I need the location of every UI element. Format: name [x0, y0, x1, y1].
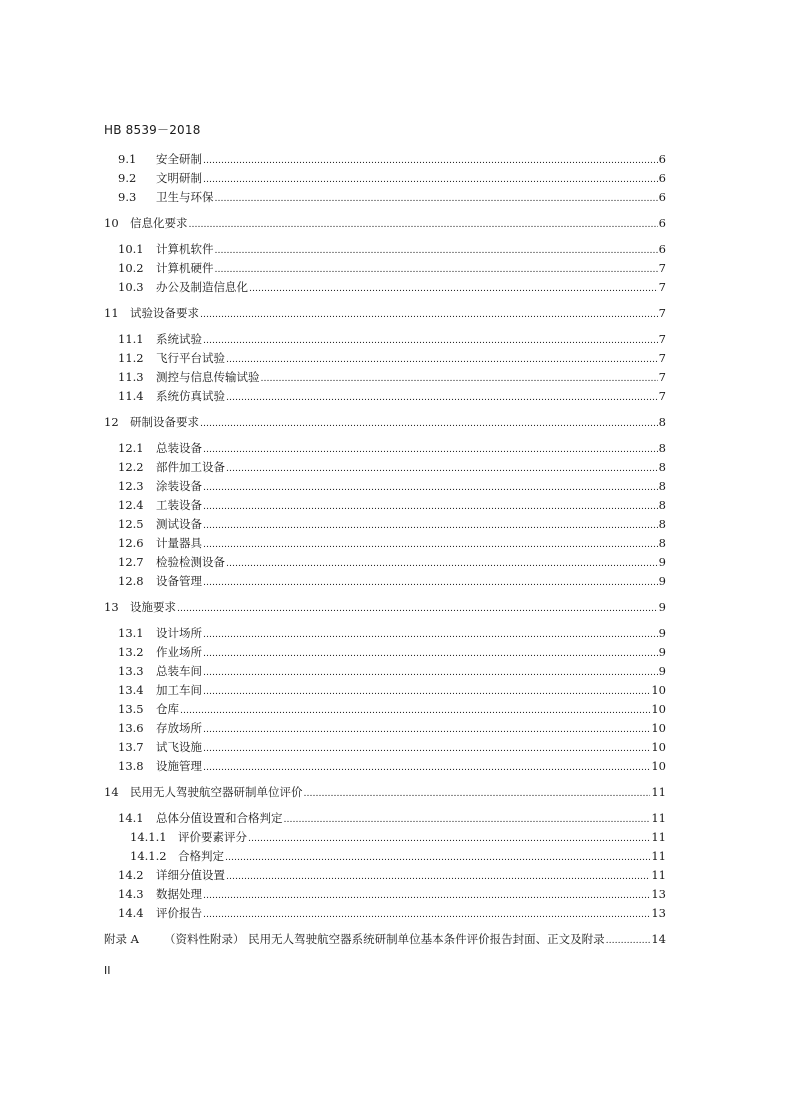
toc-leader-dots	[249, 282, 658, 296]
toc-entry-title: 设施管理	[156, 759, 202, 773]
toc-entry-page: 7	[658, 389, 666, 403]
toc-entry-title: 设备管理	[156, 574, 202, 588]
toc-entry[interactable]	[118, 460, 666, 476]
toc-entry-number: 14.3	[118, 887, 144, 901]
toc-entry[interactable]	[118, 190, 666, 206]
toc-entry-number: 9.2	[118, 171, 137, 185]
toc-entry-page: 13	[651, 906, 666, 920]
toc-entry-number: 13.8	[118, 759, 144, 773]
toc-entry-title: 总装车间	[156, 664, 202, 678]
toc-entry[interactable]	[104, 216, 666, 232]
toc-entry-page: 8	[658, 441, 666, 455]
toc-entry-title: 总体分值设置和合格判定	[156, 811, 283, 825]
toc-entry[interactable]	[118, 811, 666, 827]
toc-leader-dots	[203, 443, 658, 457]
toc-entry-title: 作业场所	[156, 645, 202, 659]
toc-leader-dots	[203, 628, 658, 642]
toc-entry-number: 10.2	[118, 261, 144, 275]
toc-entry-number: 12	[104, 415, 119, 429]
toc-leader-dots	[248, 832, 650, 846]
toc-entry-number: 10.1	[118, 242, 144, 256]
toc-entry[interactable]	[118, 280, 666, 296]
toc-entry-page: 11	[651, 868, 666, 882]
toc-entry[interactable]	[118, 536, 666, 552]
toc-entry-page: 11	[651, 830, 666, 844]
toc-leader-dots	[203, 723, 650, 737]
toc-leader-dots	[215, 244, 658, 258]
toc-entry-page: 6	[658, 216, 666, 230]
toc-leader-dots	[200, 308, 658, 322]
toc-entry-number: 14.4	[118, 906, 144, 920]
toc-entry-title: 数据处理	[156, 887, 202, 901]
toc-entry-page: 10	[651, 721, 666, 735]
toc-entry[interactable]	[118, 261, 666, 277]
toc-entry-number: 12.4	[118, 498, 144, 512]
toc-entry-title: 试飞设施	[156, 740, 202, 754]
toc-leader-dots	[203, 647, 658, 661]
toc-entry-page: 14	[651, 932, 666, 946]
toc-entry-number: 11.4	[118, 389, 144, 403]
toc-leader-dots	[203, 685, 650, 699]
toc-entry[interactable]	[118, 740, 666, 756]
toc-entry-title: 办公及制造信息化	[156, 280, 248, 294]
toc-entry-title: 部件加工设备	[156, 460, 225, 474]
toc-entry-page: 8	[658, 498, 666, 512]
toc-leader-dots	[225, 851, 650, 865]
toc-leader-dots	[189, 218, 658, 232]
toc-entry[interactable]	[130, 849, 666, 865]
toc-entry-number: 14.1.2	[130, 849, 167, 863]
toc-entry[interactable]	[118, 683, 666, 699]
toc-entry[interactable]	[104, 785, 666, 801]
toc-entry-title: 加工车间	[156, 683, 202, 697]
toc-entry-title: 涂装设备	[156, 479, 202, 493]
toc-entry-page: 8	[658, 479, 666, 493]
toc-entry-number: 9.3	[118, 190, 137, 204]
toc-entry-number: 13	[104, 600, 119, 614]
toc-entry-title: 设施要求	[130, 600, 176, 614]
toc-leader-dots	[226, 870, 650, 884]
toc-entry[interactable]	[118, 171, 666, 187]
toc-leader-dots	[226, 557, 658, 571]
toc-entry-page: 6	[658, 242, 666, 256]
toc-entry-page: 7	[658, 351, 666, 365]
toc-entry-title: 试验设备要求	[130, 306, 199, 320]
toc-leader-dots	[200, 417, 658, 431]
toc-entry-number: 14.1	[118, 811, 144, 825]
toc-entry[interactable]	[104, 306, 666, 322]
toc-leader-dots	[203, 481, 658, 495]
toc-entry[interactable]	[118, 152, 666, 168]
toc-entry-page: 6	[658, 190, 666, 204]
toc-entry-page: 8	[658, 415, 666, 429]
toc-entry-title: 信息化要求	[130, 216, 188, 230]
toc-leader-dots	[203, 908, 650, 922]
toc-entry[interactable]	[118, 555, 666, 571]
toc-entry-title: 民用无人驾驶航空器研制单位评价	[130, 785, 303, 799]
toc-entry-page: 9	[658, 645, 666, 659]
toc-entry-title: 测试设备	[156, 517, 202, 531]
toc-entry-title: 检验检测设备	[156, 555, 225, 569]
toc-entry-page: 8	[658, 460, 666, 474]
toc-entry[interactable]	[118, 242, 666, 258]
toc-leader-dots	[226, 462, 658, 476]
toc-entry-number: 13.1	[118, 626, 144, 640]
toc-entry-title: 卫生与环保	[156, 190, 214, 204]
toc-leader-dots	[203, 538, 658, 552]
toc-entry-page: 10	[651, 759, 666, 773]
toc-entry-title: 测控与信息传输试验	[156, 370, 260, 384]
toc-entry-page: 13	[651, 887, 666, 901]
toc-entry-number: 13.5	[118, 702, 144, 716]
toc-leader-dots	[177, 602, 658, 616]
toc-entry-title: 详细分值设置	[156, 868, 225, 882]
toc-entry[interactable]	[118, 332, 666, 348]
toc-entry-title: 计量器具	[156, 536, 202, 550]
toc-leader-dots	[203, 742, 650, 756]
toc-entry-page: 9	[658, 664, 666, 678]
toc-entry-number: 12.1	[118, 441, 144, 455]
toc-entry-page: 8	[658, 536, 666, 550]
toc-entry[interactable]	[118, 498, 666, 514]
toc-leader-dots	[203, 334, 658, 348]
toc-entry-number: 13.7	[118, 740, 144, 754]
toc-leader-dots	[203, 889, 650, 903]
toc-leader-dots	[203, 761, 650, 775]
toc-entry-number: 13.4	[118, 683, 144, 697]
toc-entry-page: 10	[651, 683, 666, 697]
toc-entry[interactable]	[118, 906, 666, 922]
toc-leader-dots	[203, 519, 658, 533]
toc-entry-title: 设计场所	[156, 626, 202, 640]
toc-entry-number: 11	[104, 306, 119, 320]
toc-entry-title: 工装设备	[156, 498, 202, 512]
toc-entry-number: 12.6	[118, 536, 144, 550]
toc-entry-page: 7	[658, 370, 666, 384]
toc-leader-dots	[215, 263, 658, 277]
toc-entry-number: 14.1.1	[130, 830, 167, 844]
toc-entry-number: 13.3	[118, 664, 144, 678]
toc-leader-dots	[180, 704, 650, 718]
toc-entry[interactable]	[118, 759, 666, 775]
toc-entry[interactable]	[118, 389, 666, 405]
toc-leader-dots	[226, 391, 658, 405]
toc-entry-page: 7	[658, 261, 666, 275]
toc-leader-dots	[215, 192, 658, 206]
toc-entry-title: 研制设备要求	[130, 415, 199, 429]
toc-entry[interactable]	[118, 721, 666, 737]
toc-entry-number: 10.3	[118, 280, 144, 294]
toc-entry[interactable]	[118, 351, 666, 367]
toc-entry-page: 6	[658, 171, 666, 185]
toc-leader-dots	[226, 353, 658, 367]
toc-leader-dots	[203, 666, 658, 680]
toc-entry-title: 计算机硬件	[156, 261, 214, 275]
toc-leader-dots	[261, 372, 658, 386]
toc-entry-title: 文明研制	[156, 171, 202, 185]
toc-entry-page: 9	[658, 626, 666, 640]
toc-entry[interactable]	[118, 645, 666, 661]
toc-entry-number: 13.2	[118, 645, 144, 659]
toc-leader-dots	[203, 576, 658, 590]
toc-entry-page: 9	[658, 574, 666, 588]
toc-entry-number: 12.2	[118, 460, 144, 474]
toc-entry-number: 12.3	[118, 479, 144, 493]
document-code-header: HB 8539－2018	[104, 123, 201, 137]
toc-entry-number: 12.7	[118, 555, 144, 569]
toc-entry-page: 7	[658, 332, 666, 346]
toc-entry[interactable]	[118, 441, 666, 457]
toc-entry[interactable]	[104, 600, 666, 616]
toc-leader-dots	[203, 173, 658, 187]
toc-entry-page: 6	[658, 152, 666, 166]
toc-entry-page: 9	[658, 600, 666, 614]
toc-entry-number: 10	[104, 216, 119, 230]
toc-entry[interactable]	[118, 887, 666, 903]
toc-entry-number: 14.2	[118, 868, 144, 882]
toc-entry[interactable]	[118, 574, 666, 590]
toc-entry-page: 11	[651, 811, 666, 825]
toc-entry-number: 11.3	[118, 370, 144, 384]
toc-entry-title: 评价要素评分	[178, 830, 247, 844]
toc-entry[interactable]	[118, 626, 666, 642]
page-number-footer: II	[104, 964, 111, 977]
toc-entry[interactable]	[118, 664, 666, 680]
toc-leader-dots	[203, 154, 658, 168]
toc-entry-number: 附录 A	[104, 932, 139, 946]
toc-entry-number: 11.1	[118, 332, 144, 346]
toc-leader-dots	[284, 813, 651, 827]
toc-entry-title: 评价报告	[156, 906, 202, 920]
toc-entry[interactable]	[118, 702, 666, 718]
toc-entry-number: 14	[104, 785, 119, 799]
toc-leader-dots	[203, 500, 658, 514]
toc-entry-title: 存放场所	[156, 721, 202, 735]
toc-entry-number: 11.2	[118, 351, 144, 365]
toc-leader-dots	[304, 787, 651, 801]
toc-entry[interactable]	[104, 932, 666, 948]
toc-entry-title: 安全研制	[156, 152, 202, 166]
toc-entry-number: 13.6	[118, 721, 144, 735]
toc-entry-title: 合格判定	[178, 849, 224, 863]
toc-entry-page: 7	[658, 280, 666, 294]
toc-entry-title: 系统仿真试验	[156, 389, 225, 403]
toc-entry[interactable]	[118, 517, 666, 533]
toc-entry-page: 10	[651, 740, 666, 754]
toc-entry-page: 9	[658, 555, 666, 569]
toc-entry-page: 8	[658, 517, 666, 531]
toc-entry-number: 9.1	[118, 152, 137, 166]
toc-entry-page: 11	[651, 849, 666, 863]
toc-entry-page: 7	[658, 306, 666, 320]
toc-entry-page: 10	[651, 702, 666, 716]
toc-entry-title: 仓库	[156, 702, 179, 716]
toc-entry-title: 系统试验	[156, 332, 202, 346]
toc-entry[interactable]	[118, 868, 666, 884]
toc-entry[interactable]	[130, 830, 666, 846]
toc-leader-dots	[606, 934, 651, 948]
toc-entry-page: 11	[651, 785, 666, 799]
toc-entry[interactable]	[118, 479, 666, 495]
toc-entry-number: 12.8	[118, 574, 144, 588]
toc-entry-title: 计算机软件	[156, 242, 214, 256]
toc-entry-title: 总装设备	[156, 441, 202, 455]
toc-entry[interactable]	[104, 415, 666, 431]
toc-entry[interactable]	[118, 370, 666, 386]
toc-entry-title: （资料性附录） 民用无人驾驶航空器系统研制单位基本条件评价报告封面、正文及附录	[164, 932, 605, 946]
toc-entry-number: 12.5	[118, 517, 144, 531]
toc-entry-title: 飞行平台试验	[156, 351, 225, 365]
